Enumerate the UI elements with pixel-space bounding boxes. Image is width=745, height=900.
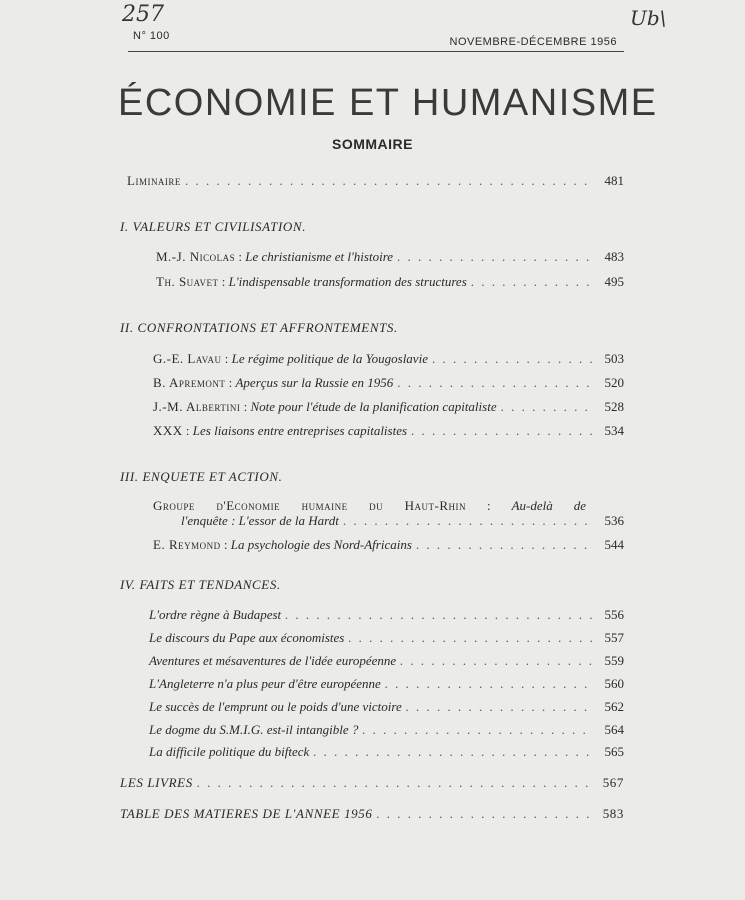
section-heading: II. CONFRONTATIONS ET AFFRONTEMENTS. — [120, 320, 398, 335]
leader-dots — [285, 607, 594, 623]
leader-dots — [197, 775, 594, 791]
handwritten-mark: Ub\ — [630, 6, 667, 30]
leader-dots — [411, 423, 594, 439]
leader-dots — [400, 653, 594, 669]
page-number: 528 — [604, 399, 624, 414]
toc-entry — [149, 607, 624, 623]
journal-title: ÉCONOMIE ET HUMANISME — [118, 82, 658, 124]
section-heading: III. ENQUETE ET ACTION. — [120, 469, 283, 484]
toc-entry: B. Apremont : Aperçus sur la Russie en 1956 . . . 520 — [153, 375, 624, 391]
page-number: 583 — [602, 806, 624, 821]
page-number: 565 — [604, 744, 624, 759]
leader-dots — [376, 806, 594, 822]
toc-entry: G.-E. Lavau : Le régime politique de la Yougoslavie . . . 503 — [153, 351, 624, 367]
page-number: 562 — [604, 699, 624, 714]
entry-label: Liminaire — [127, 173, 181, 188]
page-number: 559 — [604, 653, 624, 668]
entry-title: Le discours du Pape aux économistes — [149, 630, 345, 645]
header-rule — [128, 51, 624, 52]
leader-dots — [501, 399, 594, 415]
page-number: 483 — [604, 249, 624, 264]
entry-title: L'Angleterre n'a plus peur d'être européenne — [149, 676, 381, 691]
leader-dots — [397, 249, 594, 265]
toc-entry — [149, 722, 624, 738]
entry-author: M.-J. Nicolas — [156, 249, 236, 264]
entry-title: Les liaisons entre entreprises capitalistes — [192, 423, 408, 438]
page-number: 567 — [602, 775, 624, 790]
leader-dots — [385, 676, 594, 692]
handwritten-number: 257 — [122, 2, 164, 27]
leader-dots — [313, 744, 594, 760]
toc-entry: Th. Suavet : L'indispensable transformation des structures . . . 495 — [156, 274, 624, 290]
toc-entry-multiline: Groupe d'Economie humaine du Haut-Rhin : Au-delà de — [153, 498, 586, 513]
entry-title: Note pour l'étude de la planification capitaliste — [250, 399, 497, 414]
entry-author: Groupe d'Economie humaine du Haut-Rhin — [153, 498, 466, 513]
page-number: 534 — [604, 423, 624, 438]
entry-title: La psychologie des Nord-Africains — [230, 537, 412, 552]
entry-author: XXX — [153, 423, 183, 438]
entry-title: L'ordre règne à Budapest — [149, 607, 282, 622]
leader-dots — [343, 513, 594, 529]
toc-entry — [149, 699, 624, 715]
toc-entry-les-livres — [120, 775, 624, 791]
section-heading: I. VALEURS ET CIVILISATION. — [120, 219, 307, 234]
toc-entry: M.-J. Nicolas : Le christianisme et l'histoire . . . 483 — [156, 249, 624, 265]
toc-entry — [149, 744, 624, 760]
toc-entry-liminaire — [127, 173, 624, 189]
leader-dots — [432, 351, 594, 367]
toc-entry: E. Reymond : La psychologie des Nord-Africains . . . 544 — [153, 537, 624, 553]
entry-title: Aperçus sur la Russie en 1956 — [235, 375, 394, 390]
entry-title: Le christianisme et l'histoire — [245, 249, 394, 264]
leader-dots — [471, 274, 594, 290]
entry-label: TABLE DES MATIERES DE L'ANNEE 1956 — [120, 806, 373, 821]
issue-number: N° 100 — [133, 30, 170, 42]
page-number: 557 — [604, 630, 624, 645]
entry-title: Au-delà de — [511, 498, 586, 513]
entry-author: B. Apremont — [153, 375, 226, 390]
entry-title: Aventures et mésaventures de l'idée européenne — [149, 653, 397, 668]
section-heading: IV. FAITS ET TENDANCES. — [120, 577, 281, 592]
toc-entry — [149, 676, 624, 692]
toc-entry — [149, 653, 624, 669]
entry-title: Le succès de l'emprunt ou le poids d'une victoire — [149, 699, 402, 714]
page-number: 556 — [604, 607, 624, 622]
toc-entry-table-matieres — [120, 806, 624, 822]
leader-dots — [416, 537, 594, 553]
entry-author: J.-M. Albertini — [153, 399, 241, 414]
leader-dots — [406, 699, 594, 715]
entry-author: E. Reymond — [153, 537, 221, 552]
entry-label: LES LIVRES — [120, 775, 193, 790]
entry-title: La difficile politique du bifteck — [149, 744, 310, 759]
toc-entry: J.-M. Albertini : Note pour l'étude de la planification capitaliste . . . 528 — [153, 399, 624, 415]
sommaire-heading: SOMMAIRE — [332, 136, 413, 152]
page-number: 536 — [604, 513, 624, 528]
page-number: 503 — [604, 351, 624, 366]
entry-title-cont: l'enquête : L'essor de la Hardt — [181, 513, 339, 528]
page-number: 520 — [604, 375, 624, 390]
toc-entry — [149, 630, 624, 646]
entry-title: L'indispensable transformation des structures — [228, 274, 467, 289]
page-number: 481 — [604, 173, 624, 188]
page-number: 560 — [604, 676, 624, 691]
page-number: 544 — [604, 537, 624, 552]
leader-dots — [362, 722, 594, 738]
page-number: 495 — [604, 274, 624, 289]
entry-title: Le dogme du S.M.I.G. est-il intangible ? — [149, 722, 359, 737]
leader-dots — [348, 630, 594, 646]
toc-entry — [181, 513, 624, 529]
leader-dots — [397, 375, 594, 391]
entry-author: G.-E. Lavau — [153, 351, 222, 366]
entry-author: Th. Suavet — [156, 274, 219, 289]
entry-title: Le régime politique de la Yougoslavie — [231, 351, 428, 366]
page-number: 564 — [604, 722, 624, 737]
leader-dots — [185, 173, 594, 189]
toc-entry: XXX : Les liaisons entre entreprises capitalistes . . . 534 — [153, 423, 624, 439]
issue-date: NOVEMBRE-DÉCEMBRE 1956 — [449, 36, 617, 48]
